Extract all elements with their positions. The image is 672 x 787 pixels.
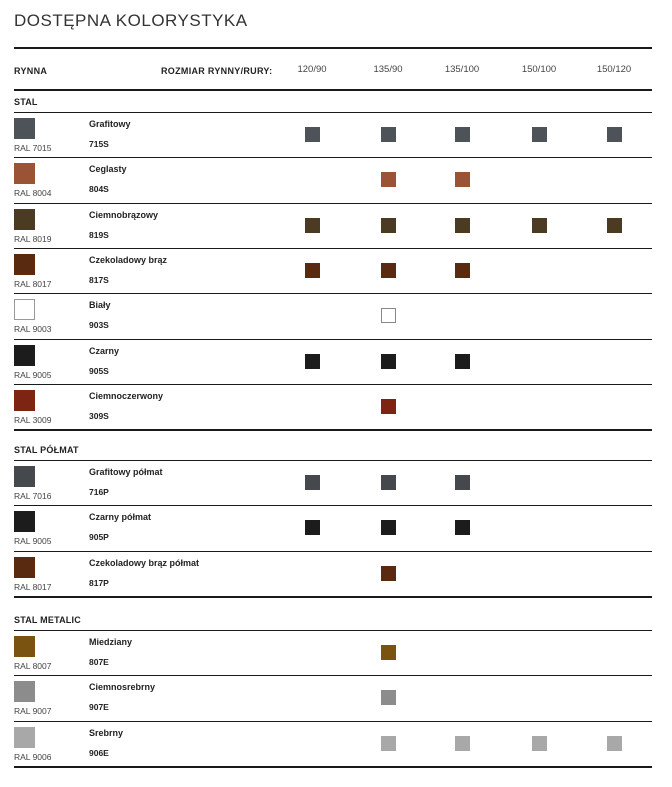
color-swatch xyxy=(14,299,35,320)
color-row xyxy=(0,249,672,294)
product-code: 715S xyxy=(89,139,109,149)
color-row xyxy=(0,631,672,676)
availability-swatch xyxy=(381,263,396,278)
ral-code: RAL 9007 xyxy=(14,706,52,717)
color-name: Czarny xyxy=(89,345,120,356)
availability-swatch xyxy=(305,263,320,278)
ral-code: RAL 8004 xyxy=(14,188,52,199)
color-name: Czekoladowy brąz półmat xyxy=(89,557,200,568)
availability-swatch xyxy=(381,645,396,660)
section-heading: STAL METALIC xyxy=(14,615,81,625)
availability-swatch xyxy=(607,127,622,142)
ral-code: RAL 9005 xyxy=(14,369,52,380)
product-code: 906E xyxy=(89,747,109,758)
product-code: 716P xyxy=(89,487,109,497)
color-row xyxy=(0,552,672,597)
color-swatch xyxy=(14,254,35,275)
section-heading: STAL xyxy=(14,97,38,107)
color-name: Grafitowy półmat xyxy=(89,467,163,477)
product-code: 907E xyxy=(89,702,109,713)
availability-swatch xyxy=(455,172,470,187)
availability-swatch xyxy=(381,172,396,187)
top-rule xyxy=(14,47,652,49)
ral-code: RAL 9003 xyxy=(14,324,52,335)
availability-swatch xyxy=(455,475,470,490)
color-row xyxy=(0,506,672,551)
color-name: Ciemnobrązowy xyxy=(89,209,159,220)
product-code: 905P xyxy=(89,532,109,543)
availability-swatch xyxy=(381,127,396,142)
availability-swatch xyxy=(532,736,547,751)
color-name: Ceglasty xyxy=(89,164,127,175)
availability-swatch xyxy=(455,520,470,535)
product-code: 817P xyxy=(89,577,109,588)
ral-code: RAL 3009 xyxy=(14,414,52,425)
color-swatch xyxy=(14,118,35,139)
availability-swatch xyxy=(305,354,320,369)
color-row xyxy=(0,722,672,767)
availability-swatch xyxy=(455,127,470,142)
size-label: 150/120 xyxy=(596,64,632,75)
size-label: 150/100 xyxy=(521,64,557,75)
product-code: 819S xyxy=(89,229,109,240)
availability-swatch xyxy=(607,218,622,233)
availability-swatch xyxy=(455,263,470,278)
color-name: Ciemnosrebrny xyxy=(89,682,156,693)
color-name: Biały xyxy=(89,300,111,311)
availability-swatch xyxy=(305,520,320,535)
color-swatch xyxy=(14,390,35,411)
color-row xyxy=(0,461,672,506)
product-code: 309S xyxy=(89,410,109,421)
availability-swatch xyxy=(381,520,396,535)
availability-swatch xyxy=(381,690,396,705)
color-name: Srebrny xyxy=(89,727,124,738)
availability-swatch xyxy=(381,218,396,233)
color-name: Miedziany xyxy=(89,637,133,647)
availability-swatch xyxy=(381,308,396,323)
availability-swatch xyxy=(607,736,622,751)
gutter-column-header: RYNNA xyxy=(14,66,48,76)
product-code: 905S xyxy=(89,365,109,376)
color-swatch xyxy=(14,557,35,578)
color-swatch xyxy=(14,636,35,657)
color-swatch xyxy=(14,466,35,487)
availability-swatch xyxy=(532,218,547,233)
row-rule xyxy=(14,596,652,598)
ral-code: RAL 8019 xyxy=(14,233,52,244)
size-label: 135/100 xyxy=(444,64,480,75)
color-swatch xyxy=(14,681,35,702)
color-name: Czekoladowy brąz xyxy=(89,254,168,265)
page-title: DOSTĘPNA KOLORYSTYKA xyxy=(14,11,248,30)
availability-swatch xyxy=(305,218,320,233)
ral-code: RAL 8017 xyxy=(14,278,52,289)
color-swatch xyxy=(14,511,35,532)
ral-code: RAL 7015 xyxy=(14,143,52,153)
color-swatch xyxy=(14,345,35,366)
section-heading: STAL PÓŁMAT xyxy=(14,445,79,455)
color-row xyxy=(0,204,672,249)
availability-swatch xyxy=(305,127,320,142)
color-row xyxy=(0,676,672,721)
color-row xyxy=(0,294,672,339)
availability-swatch xyxy=(381,736,396,751)
color-swatch xyxy=(14,163,35,184)
header-rule xyxy=(14,89,652,91)
product-code: 804S xyxy=(89,184,109,195)
color-name: Ciemnoczerwony xyxy=(89,390,164,401)
ral-code: RAL 9006 xyxy=(14,751,52,762)
ral-code: RAL 8007 xyxy=(14,661,52,671)
product-code: 817S xyxy=(89,274,109,285)
availability-swatch xyxy=(381,354,396,369)
product-code: 807E xyxy=(89,657,109,667)
color-name: Grafitowy xyxy=(89,119,131,129)
product-code: 903S xyxy=(89,320,109,331)
availability-swatch xyxy=(305,475,320,490)
color-row xyxy=(0,385,672,430)
availability-swatch xyxy=(455,736,470,751)
color-swatch xyxy=(14,727,35,748)
row-rule xyxy=(14,429,652,431)
availability-swatch xyxy=(381,475,396,490)
row-rule xyxy=(14,766,652,768)
color-row xyxy=(0,158,672,203)
size-label: 120/90 xyxy=(297,64,327,75)
size-label: 135/90 xyxy=(373,64,403,75)
availability-swatch xyxy=(381,566,396,581)
size-column-header: ROZMIAR RYNNY/RURY: xyxy=(161,66,273,76)
availability-swatch xyxy=(381,399,396,414)
ral-code: RAL 9005 xyxy=(14,536,52,547)
availability-swatch xyxy=(455,218,470,233)
availability-swatch xyxy=(532,127,547,142)
color-swatch xyxy=(14,209,35,230)
color-row xyxy=(0,113,672,158)
ral-code: RAL 8017 xyxy=(14,581,52,592)
availability-swatch xyxy=(455,354,470,369)
ral-code: RAL 7016 xyxy=(14,491,52,501)
color-row xyxy=(0,340,672,385)
color-name: Czarny półmat xyxy=(89,512,152,523)
